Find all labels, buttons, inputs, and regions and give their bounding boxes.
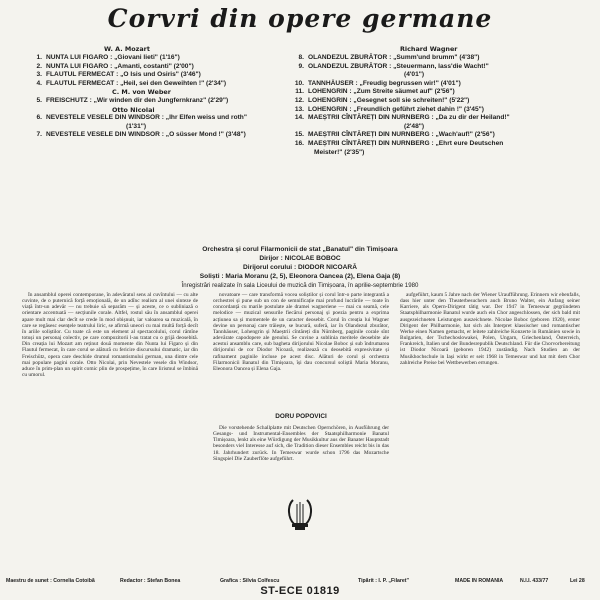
liner-notes-de-2: aufgeführt, kaum 5 Jahre nach der Wiener Uraufführung. Erinnern wir ebenfalls, dass hier unter den Theaterbesuchern auch Bruno Walter, ein Anfang seiner Karriere, als Opern-Dirigent tätig war. Der 1947 in Temeswar gegründeten Staatsphilharmonie Banatul wurde auch ein Chor angeschlossen, der sich bald mit ausgezeichneten Leistungen auszeichnete. Nicolae Boboc (geboren 1920), erster Dirigent der Philharmonie, hat sich als Interpret klassischer und romantischer Werke einen Namen gemacht, er leitete zahlreiche Konzerte in Rumänien sowie in Bulgarien, der Tschechoslowakei, Polen, Ungarn, Griechenland, Österreich, Frankreich, Italien und der Bundesrepublik Deutschland. Für die Chorvorbereitung ist Diodor Nicoară (geboren 1942) zuständig. Nach Studien an der Musikhochschule in Iași wirkt er seit 1968 in Temeswar und hat mit dem Chor zahlreiche Preise bei Wettbewerben errungen. xyxy=(400,292,580,366)
catalog-number: ST-ECE 01819 xyxy=(260,585,340,597)
credits-recording: Înregistrări realizate în sala Liceului de muzică din Timișoara, în aprilie-septembrie 1980 xyxy=(181,282,419,289)
track-15: 15. MAEȘTRII CÎNTĂREȚI DIN NURNBERG : „Wach'auf!" (2'56") xyxy=(294,131,495,139)
track-9-duration: (4'01") xyxy=(404,71,425,79)
album-title: Corvri din opere germane xyxy=(107,4,493,33)
track-13: 13. LOHENGRIN : „Freundlich geführt ziehet dahin !" (3'45") xyxy=(294,105,484,113)
track-11: 11. LOHENGRIN : „Zum Streite säumet auf" (2'56") xyxy=(295,88,455,96)
footer-editor: Redactor : Stefan Bonea xyxy=(120,578,181,584)
composer-nicolai: Otto Nicolai xyxy=(112,105,155,114)
track-6-duration: (1'31") xyxy=(126,122,147,130)
electrecord-lyre-icon xyxy=(284,496,316,532)
track-9: 9. OLANDEZUL ZBURĂTOR : „Steuermann, lass'die Wacht!" xyxy=(298,62,489,70)
track-14-duration: (2'48") xyxy=(404,122,425,130)
track-7: 7. NEVESTELE VESELE DIN WINDSOR : „O süsser Mond !" (3'48") xyxy=(36,131,246,139)
liner-notes-ro-1: În ansamblul operei contemporane, în adevăratul sens al cuvîntului — cu alte cuvinte, de o puternică forță emoțională, de un adînc realism al unei sinteze de viață într-un adevăr — nu trebuie să separăm — și aceste, ce o subliniază o orientare accentuată — secțiunile corale. Altfel, rostul său în ansamblul operei apare mult mai clar decît se crede în mod obișnuit, iar valoarea sa muzicală, în care se regăsesc esențele teatrului liric, se afirmă uneori cu mai multă forță decît în ariile soliștilor. Cu toate că este un element al spectacolului, corul rămîne totuși un personaj colectiv, pe care compozitorii l-au tratat cu o grijă deosebită. Din creația lui Mozart am reținut două momente din Nunta lui Figaro și din Flautul fermecat, în care corul se alătură cu fericire discursului dramatic, iar din Freischütz, opera care deschide drumul romantismului german, una dintre cele mai populare pagini corale. Otto Nicolai, prin Nevestele vesele din Windsor, aduce în prim-plan un spirit comic plin de prospețime, în care lirismul se îmbină cu umorul. xyxy=(22,292,198,379)
liner-notes-ro-2: novatoare — care transformă vocea soliștilor și corul într-o parte integrantă a orchestrei și pune sub un con de semnificație mai profund lucrările — toate în concordanță cu marile postulate ale dramei wagneriene — mai cu seamă, cele melodice — muzical sensurile fiecărui personaj și poezia pentru a exprima acțiunea sa și momentele de un caracter deosebit. Corul în creația lui Wagner devine un personaj care trăiește, se bucură, suferă, iar în Olandezul zburător, Tannhäuser, Lohengrin și Maeștrii cîntăreți din Nürnberg, paginile corale sînt adevărate capodopere ale genului. Se cuvine a sublinia meritele deosebite ale acestui ansamblu care, sub bagheta dirijorului Nicolae Boboc și sub îndrumarea dirijorului de cor Diodor Nicoară, realizează cu deosebită expresivitate și rafinament paginile incluse pe acest disc. Alături de corul și orchestra Filarmonicii Banatul din Timișoara, își dau concursul soliștii Maria Moranu, Eleonora Oancea și Elena Gaja. xyxy=(213,292,389,372)
track-12: 12. LOHENGRIN : „Gesegnet soll sie schreiten!" (5'22") xyxy=(294,96,470,104)
composer-mozart: W. A. Mozart xyxy=(104,45,150,53)
liner-notes-column-3 xyxy=(400,292,580,570)
track-16-duration: Meister!" (2'35") xyxy=(314,148,365,156)
footer-nii: N.I.I. 433/77 xyxy=(520,578,549,584)
track-8: 8. OLANDEZUL ZBURĂTOR : „Summ'und brumm" (4'38") xyxy=(298,54,480,61)
credits-orchestra: Orchestra și corul Filarmonicii de stat „Banatul" din Timișoara xyxy=(202,246,398,253)
credits-conductor: Dirijor : NICOLAE BOBOC xyxy=(259,255,341,262)
track-4: 4. FLAUTUL FERMECAT : „Heil, sei den Geweihten !" (2'34") xyxy=(36,79,227,87)
track-16: 16. MAEȘTRII CÎNTĂREȚI DIN NURNBERG : „Ehrt eure Deutschen xyxy=(294,139,504,147)
track-6: 6. NEVESTELE VESELE DIN WINDSOR : „Ihr Elfen weiss und roth" xyxy=(36,114,247,122)
liner-notes-de-1: Die vorstehende Schallplatte mit Deutschen Opernchören, in Ausführung der Gesangs- und Instrumental-Ensembles der Staatsphilharmonie Banatul Timișoara, lenkt als eine Würdigung der Musikkultur aus der Banater Hauptstadt besonders viel Interesse auf sich, die Tradition dieser Ensembles reicht bis in das 18. Jahrhundert zurück. In Temeswar wurde schon 1796 das Mozartsche Singspiel Die Zauberflöte aufgeführt. xyxy=(213,425,389,462)
liner-notes-column-1 xyxy=(22,292,198,570)
left-track-list xyxy=(30,54,290,140)
footer-made-in: MADE IN ROMANIA xyxy=(455,578,504,584)
author-signature: DORU POPOVICI xyxy=(275,413,327,420)
footer-printer: Tipărit : I. P. „Filaret" xyxy=(358,578,409,584)
track-2: 2. NUNTA LUI FIGARO : „Amanti, costanti" (2'00") xyxy=(36,62,194,70)
track-3: 3. FLAUTUL FERMECAT : „O Isis und Osiris" (3'46") xyxy=(36,71,201,79)
credits-soloists: Soliști : Maria Moranu (2, 5), Eleonora Oancea (2), Elena Gaja (8) xyxy=(199,273,401,280)
track-1: 1. NUNTA LUI FIGARO : „Giovani lieti" (1'16") xyxy=(36,54,180,61)
track-10: 10. TANNHÄUSER : „Freudig begrussen wir!" (4'01") xyxy=(294,79,461,87)
right-track-list xyxy=(292,54,592,157)
footer-sound-engineer: Maestru de sunet : Cornelia Cotoibă xyxy=(6,578,95,584)
credits-block xyxy=(0,245,600,290)
track-14: 14. MAEȘTRII CÎNTĂREȚI DIN NURNBERG : „Da zu dir der Heiland!" xyxy=(294,114,510,122)
liner-notes-column-2 xyxy=(213,292,389,407)
footer-price: Lei 28 xyxy=(570,578,585,584)
footer-graphics: Grafica : Silvia Colfescu xyxy=(220,578,280,584)
composer-weber: C. M. von Weber xyxy=(112,88,171,97)
credits-chorus-master: Dirijorul corului : DIODOR NICOARĂ xyxy=(243,264,357,271)
track-5: 5. FREISCHUTZ : „Wir winden dir den Jungfernkranz" (2'29") xyxy=(36,96,229,104)
composer-wagner: Richard Wagner xyxy=(400,45,458,53)
